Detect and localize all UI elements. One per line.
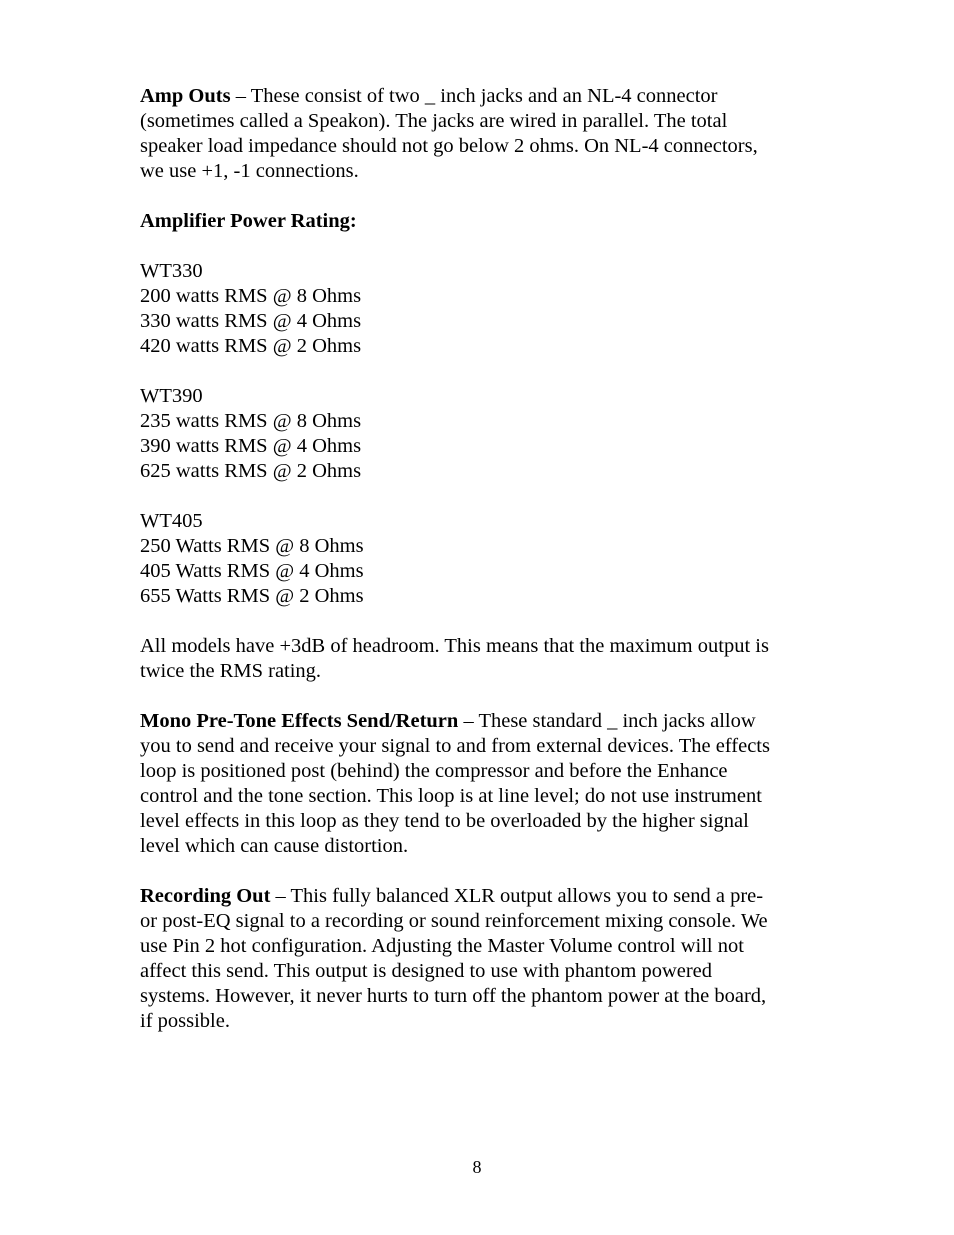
model-rating: 625 watts RMS @ 2 Ohms [140, 460, 362, 482]
effects-loop-line-3: loop is positioned post (behind) the compressor and before the Enhance [140, 760, 728, 782]
model-rating: 420 watts RMS @ 2 Ohms [140, 335, 362, 357]
effects-loop-line-1 [140, 709, 820, 734]
effects-loop-paragraph [140, 709, 820, 859]
effects-loop-line-6: level which can cause distortion. [140, 835, 409, 857]
model-rating: 330 watts RMS @ 4 Ohms [140, 310, 362, 332]
power-rating-section [140, 209, 820, 234]
amp-outs-line-3: speaker load impedance should not go below 2 ohms. On NL-4 connectors, [140, 135, 758, 157]
page-content [140, 84, 820, 1059]
model-rating: 390 watts RMS @ 4 Ohms [140, 435, 362, 457]
effects-loop-line-5: level effects in this loop as they tend to be overloaded by the higher signal [140, 810, 749, 832]
model-block-wt330 [140, 259, 820, 359]
page-number: 8 [472, 1157, 482, 1177]
recording-out-line-3: use Pin 2 hot configuration. Adjusting the Master Volume control will not [140, 935, 744, 957]
amp-outs-text-1: – These consist of two _ inch jacks and an NL-4 connector [230, 85, 718, 107]
effects-loop-term: Mono Pre-Tone Effects Send/Return [140, 710, 459, 732]
recording-out-term: Recording Out [140, 885, 271, 907]
headroom-line-2: twice the RMS rating. [140, 660, 322, 682]
recording-out-text-1: – This fully balanced XLR output allows you to send a pre- [270, 885, 764, 907]
amp-outs-line-4: we use +1, -1 connections. [140, 160, 359, 182]
recording-out-line-4: affect this send. This output is designed to use with phantom powered [140, 960, 713, 982]
effects-loop-line-4: control and the tone section. This loop is at line level; do not use instrument [140, 785, 762, 807]
headroom-line-1: All models have +3dB of headroom. This means that the maximum output is [140, 635, 769, 657]
recording-out-line-6: if possible. [140, 1010, 230, 1032]
amp-outs-line-1 [140, 84, 820, 109]
effects-loop-text-1: – These standard _ inch jacks allow [458, 710, 756, 732]
model-name: WT405 [140, 510, 203, 532]
recording-out-line-2: or post-EQ signal to a recording or sound reinforcement mixing console. We [140, 910, 768, 932]
power-rating-heading: Amplifier Power Rating: [140, 210, 357, 232]
recording-out-line-1 [140, 884, 820, 909]
model-name: WT330 [140, 260, 203, 282]
model-name: WT390 [140, 385, 203, 407]
amp-outs-paragraph [140, 84, 820, 184]
model-block-wt405 [140, 509, 820, 609]
effects-loop-line-2: you to send and receive your signal to and from external devices. The effects [140, 735, 770, 757]
amp-outs-line-2: (sometimes called a Speakon). The jacks are wired in parallel. The total [140, 110, 728, 132]
model-block-wt390 [140, 384, 820, 484]
model-rating: 200 watts RMS @ 8 Ohms [140, 285, 362, 307]
model-rating: 235 watts RMS @ 8 Ohms [140, 410, 362, 432]
amp-outs-term: Amp Outs [140, 85, 231, 107]
model-rating: 405 Watts RMS @ 4 Ohms [140, 560, 364, 582]
model-rating: 655 Watts RMS @ 2 Ohms [140, 585, 364, 607]
recording-out-line-5: systems. However, it never hurts to turn off the phantom power at the board, [140, 985, 767, 1007]
headroom-paragraph [140, 634, 820, 684]
recording-out-paragraph [140, 884, 820, 1034]
model-rating: 250 Watts RMS @ 8 Ohms [140, 535, 364, 557]
